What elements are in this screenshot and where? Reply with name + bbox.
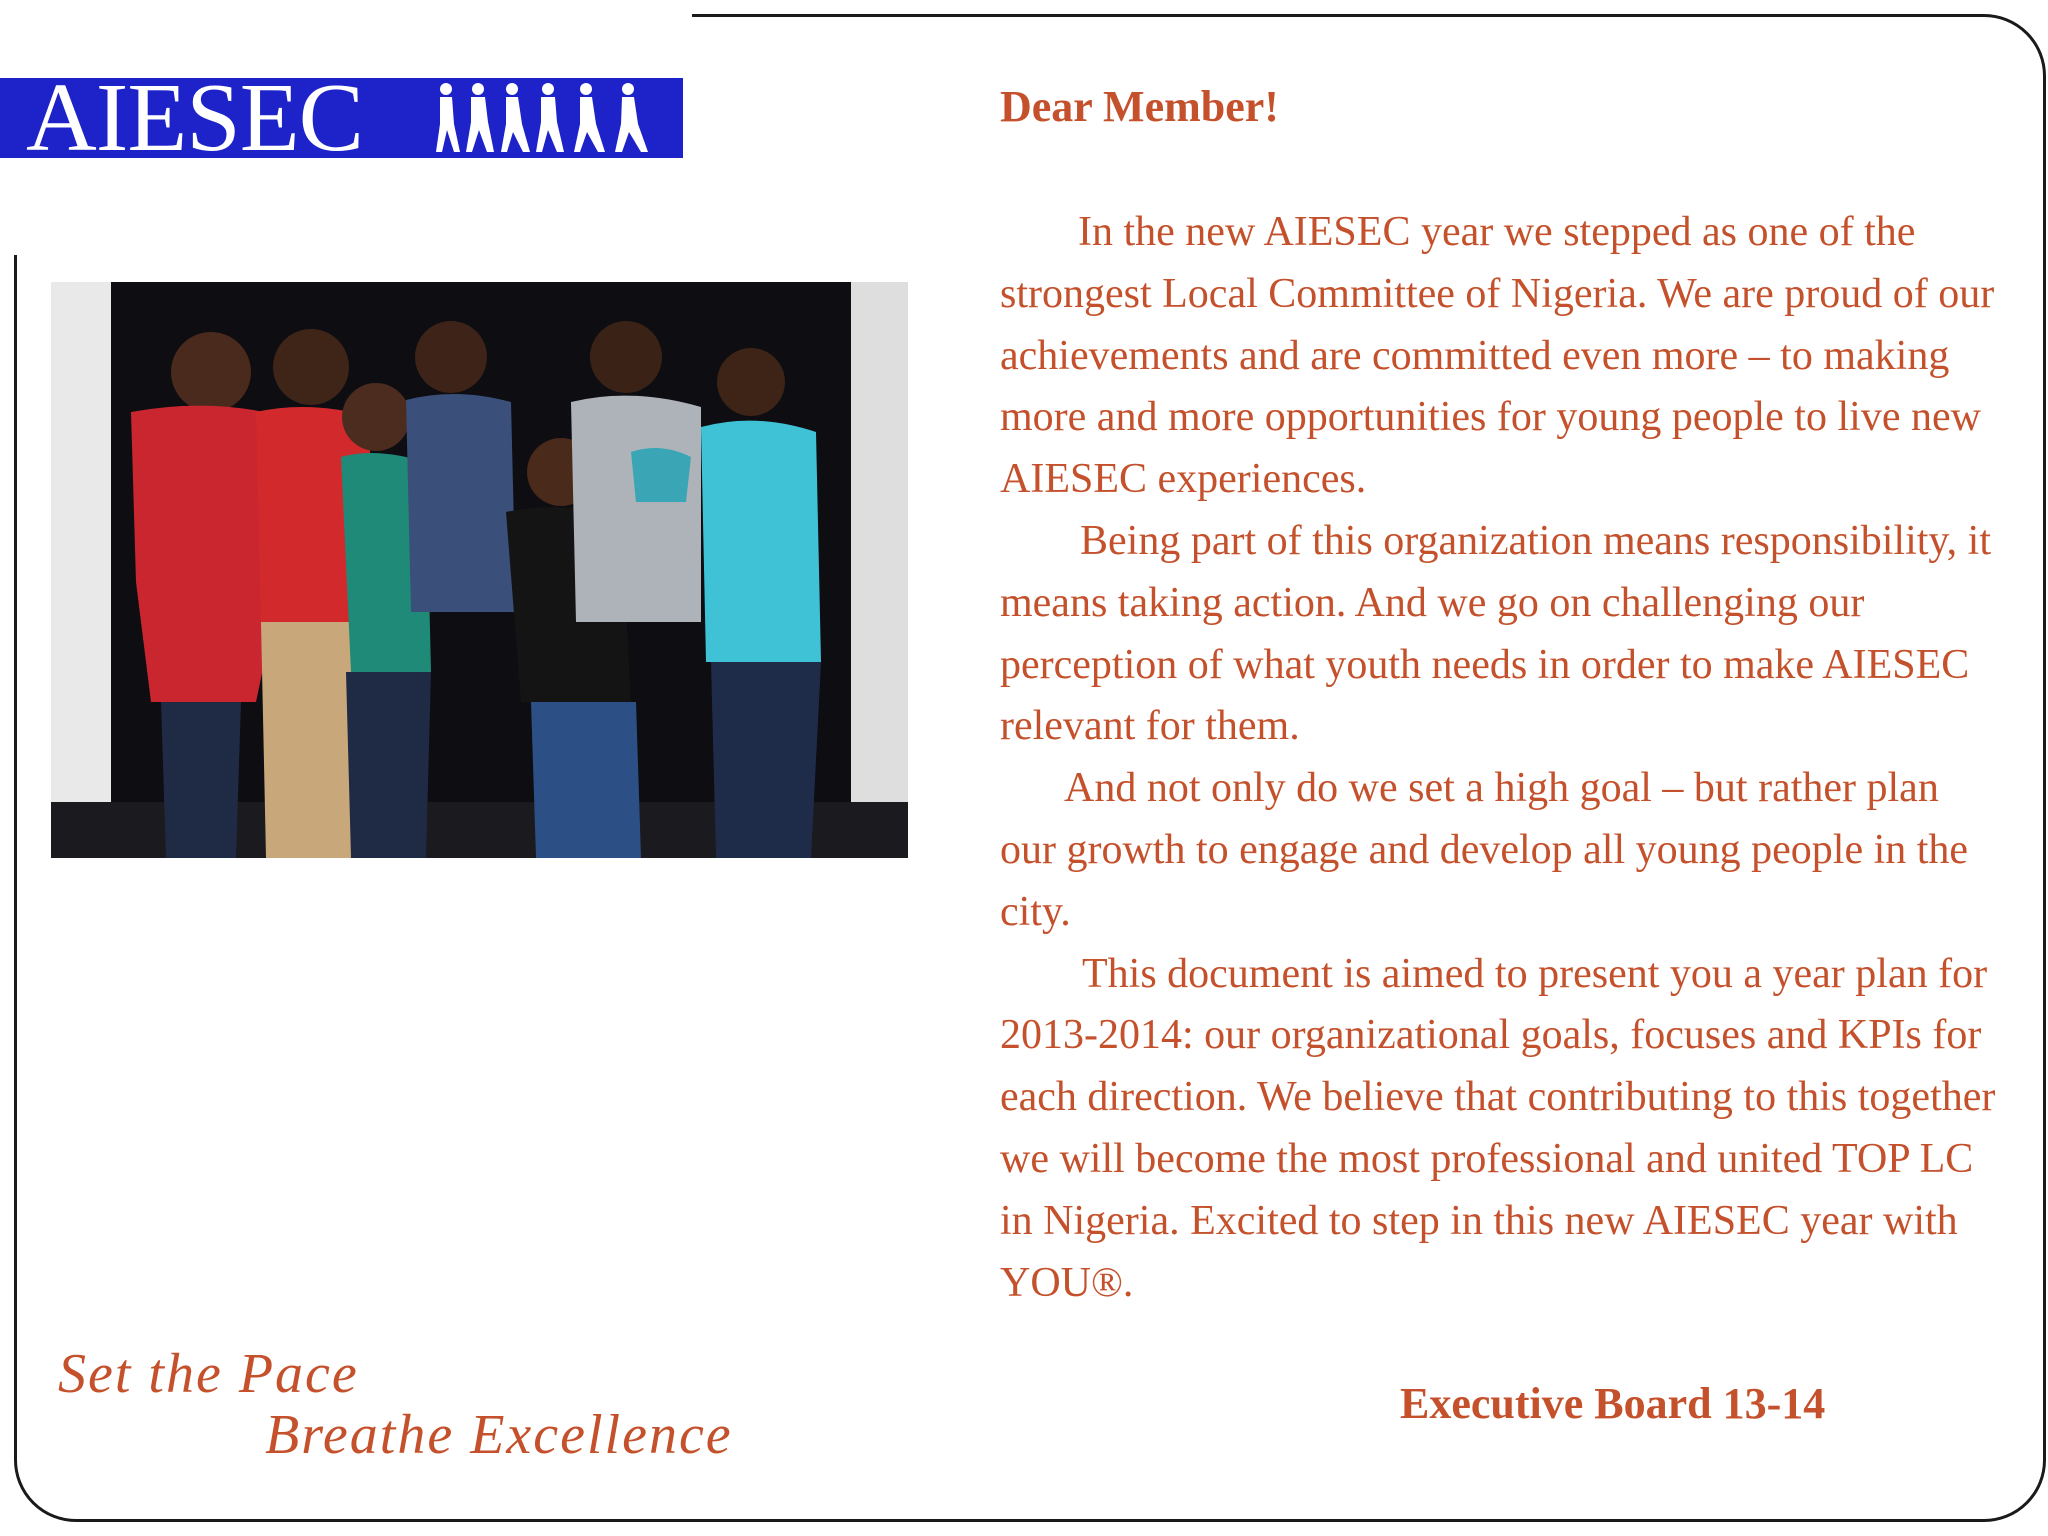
logo-text: AIESEC (26, 78, 363, 158)
paragraph-2: Being part of this organization means responsibility, it means taking action. And we go on challenging our perception of what youth needs in order to make AIESEC relevant for them. (1000, 517, 1992, 750)
paragraph-4: This document is aimed to present you a year plan for 2013-2014: our organizational goals, focuses and KPIs for each direction. We believe that contributing to this together we will become the most professional and united TOP LC in Nigeria. Excited to step in this new AIESEC year with YOU®. (1000, 950, 1996, 1306)
signature: Executive Board 13-14 (1400, 1379, 1826, 1428)
group-photo (51, 282, 908, 858)
slogan-line-1: Set the Pace (58, 1343, 359, 1405)
group-photo-illustration (51, 282, 908, 858)
paragraph-1: In the new AIESEC year we stepped as one of the strongest Local Committee of Nigeria. We are proud of our achievements and are committed even more – to making more and more opportunities for young people to live new AIESEC experiences. (1000, 209, 1995, 503)
walking-people-icon (430, 80, 680, 156)
aiesec-logo (0, 78, 683, 158)
slogan-line-2: Breathe Excellence (265, 1404, 733, 1466)
paragraph-3: And not only do we set a high goal – but rather plan our growth to engage and develop all young people in the city. (1000, 765, 1969, 935)
greeting: Dear Member! (1000, 82, 1279, 131)
letter-body (1000, 82, 2000, 1314)
